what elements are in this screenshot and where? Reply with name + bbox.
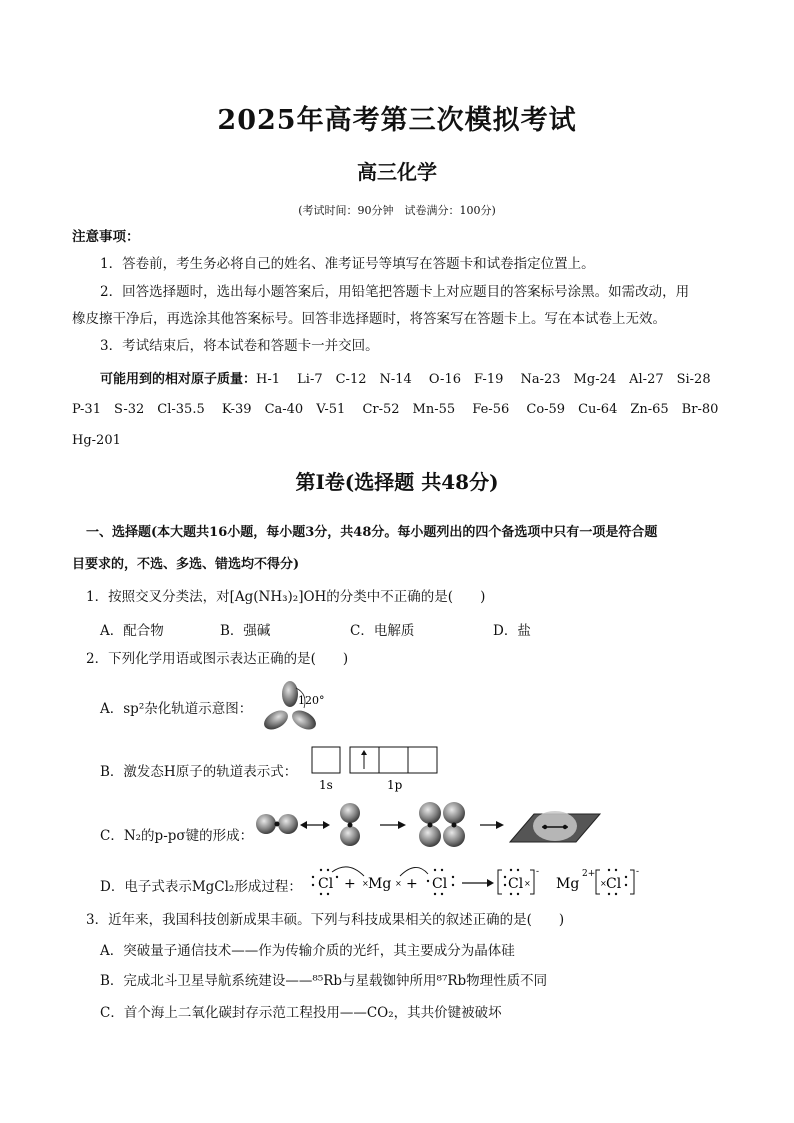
q2-option-a: A．sp²杂化轨道示意图： <box>100 701 253 717</box>
notes-item-1: 1．答卷前，考生务必将自己的姓名、准考证号等填写在答题卡和试卷指定位置上。 <box>100 256 595 272</box>
label-1s: 1s <box>319 778 333 792</box>
section-title: 第Ⅰ卷(选择题 共48分) <box>295 470 499 494</box>
orbital-box-1s <box>312 747 340 773</box>
q2-option-d: D．电子式表示MgCl₂形成过程： <box>100 879 302 895</box>
q2-option-c: C．N₂的p-pσ键的形成： <box>100 828 254 844</box>
atomic-masses-values-1: H-1 Li-7 C-12 N-14 O-16 F-19 Na-23 Mg-24 Al-27 Si-28 <box>256 372 711 387</box>
atomic-masses-line-3: Hg-201 <box>72 433 121 448</box>
svg-text:×: × <box>395 879 402 888</box>
svg-text:×: × <box>362 879 369 888</box>
charge-minus-right: - <box>636 867 640 877</box>
q3-option-b: B．完成北斗卫星导航系统建设——⁸⁵Rb与星载铷钟所用⁸⁷Rb物理性质不同 <box>100 973 548 989</box>
mg-atom: Mg <box>368 876 392 892</box>
charge-2-plus: 2+ <box>582 869 596 879</box>
p-p-sigma-bond-diagram <box>252 800 602 860</box>
notes-item-3: 3．考试结束后，将本试卷和答题卡一并交回。 <box>100 338 379 354</box>
orbital-box-1p-3 <box>408 747 437 773</box>
section-instruction-line-2: 目要求的，不选、多选、错选均不得分) <box>72 557 300 572</box>
q2-option-b: B．激发态H原子的轨道表示式： <box>100 764 298 780</box>
plus-sign-1: + <box>344 876 356 892</box>
svg-text:×: × <box>524 879 531 888</box>
sp2-angle-label: 120° <box>298 694 325 707</box>
notes-heading: 注意事项： <box>72 229 140 245</box>
charge-minus-left: - <box>536 867 540 877</box>
plus-sign-2: + <box>406 876 418 892</box>
label-1p: 1p <box>387 778 403 792</box>
orbital-box-diagram <box>310 745 440 795</box>
q2-stem: 2．下列化学用语或图示表达正确的是( ) <box>86 651 349 667</box>
cl-atom-right: Cl <box>432 876 448 892</box>
cl-ion-left: Cl <box>508 876 524 892</box>
q1-option-a: A．配合物 <box>100 623 164 639</box>
exam-title: 2025年高考第三次模拟考试 <box>217 105 577 136</box>
q3-option-a: A．突破量子通信技术——作为传输介质的光纤，其主要成分为晶体硅 <box>100 943 515 959</box>
q1-stem: 1．按照交叉分类法，对[Ag(NH₃)₂]OH的分类中不正确的是( ) <box>86 589 486 605</box>
q1-option-d: D．盐 <box>493 623 531 639</box>
atomic-masses-label: 可能用到的相对原子质量： <box>100 372 257 387</box>
sp2-orbital-diagram <box>254 680 334 740</box>
section-instruction-line-1: 一、选择题(本大题共16小题，每小题3分，共48分。每小题列出的四个备选项中只有一项是符合题 <box>86 525 658 540</box>
q1-option-b: B．强碱 <box>220 623 271 639</box>
svg-text:×: × <box>600 879 607 888</box>
atomic-masses-line-1 <box>100 370 750 390</box>
cl-ion-right: Cl <box>606 876 622 892</box>
exam-subtitle: 高三化学 <box>357 160 437 184</box>
notes-item-2-line-1: 2．回答选择题时，选出每小题答案后，用铅笔把答题卡上对应题目的答案标号涂黑。如需改动，用 <box>100 284 690 300</box>
mg-ion: Mg <box>556 876 580 892</box>
notes-item-2-line-2: 橡皮擦干净后，再选涂其他答案标号。回答非选择题时，将答案写在答题卡上。写在本试卷上无效。 <box>72 311 666 327</box>
q3-option-c: C．首个海上二氧化碳封存示范工程投用——CO₂，其共价键被破坏 <box>100 1005 502 1021</box>
q3-stem: 3．近年来，我国科技创新成果丰硕。下列与科技成果相关的叙述正确的是( ) <box>86 912 565 928</box>
exam-info: (考试时间：90分钟 试卷满分：100分) <box>298 204 496 217</box>
q1-option-c: C．电解质 <box>350 623 415 639</box>
atomic-masses-line-2: P-31 S-32 Cl-35.5 K-39 Ca-40 V-51 Cr-52 Mn-55 Fe-56 Co-59 Cu-64 Zn-65 Br-80 <box>72 402 719 417</box>
orbital-box-1p-2 <box>379 747 408 773</box>
cl-atom-left: Cl <box>318 876 334 892</box>
mgcl2-electron-dot-diagram <box>310 862 660 898</box>
